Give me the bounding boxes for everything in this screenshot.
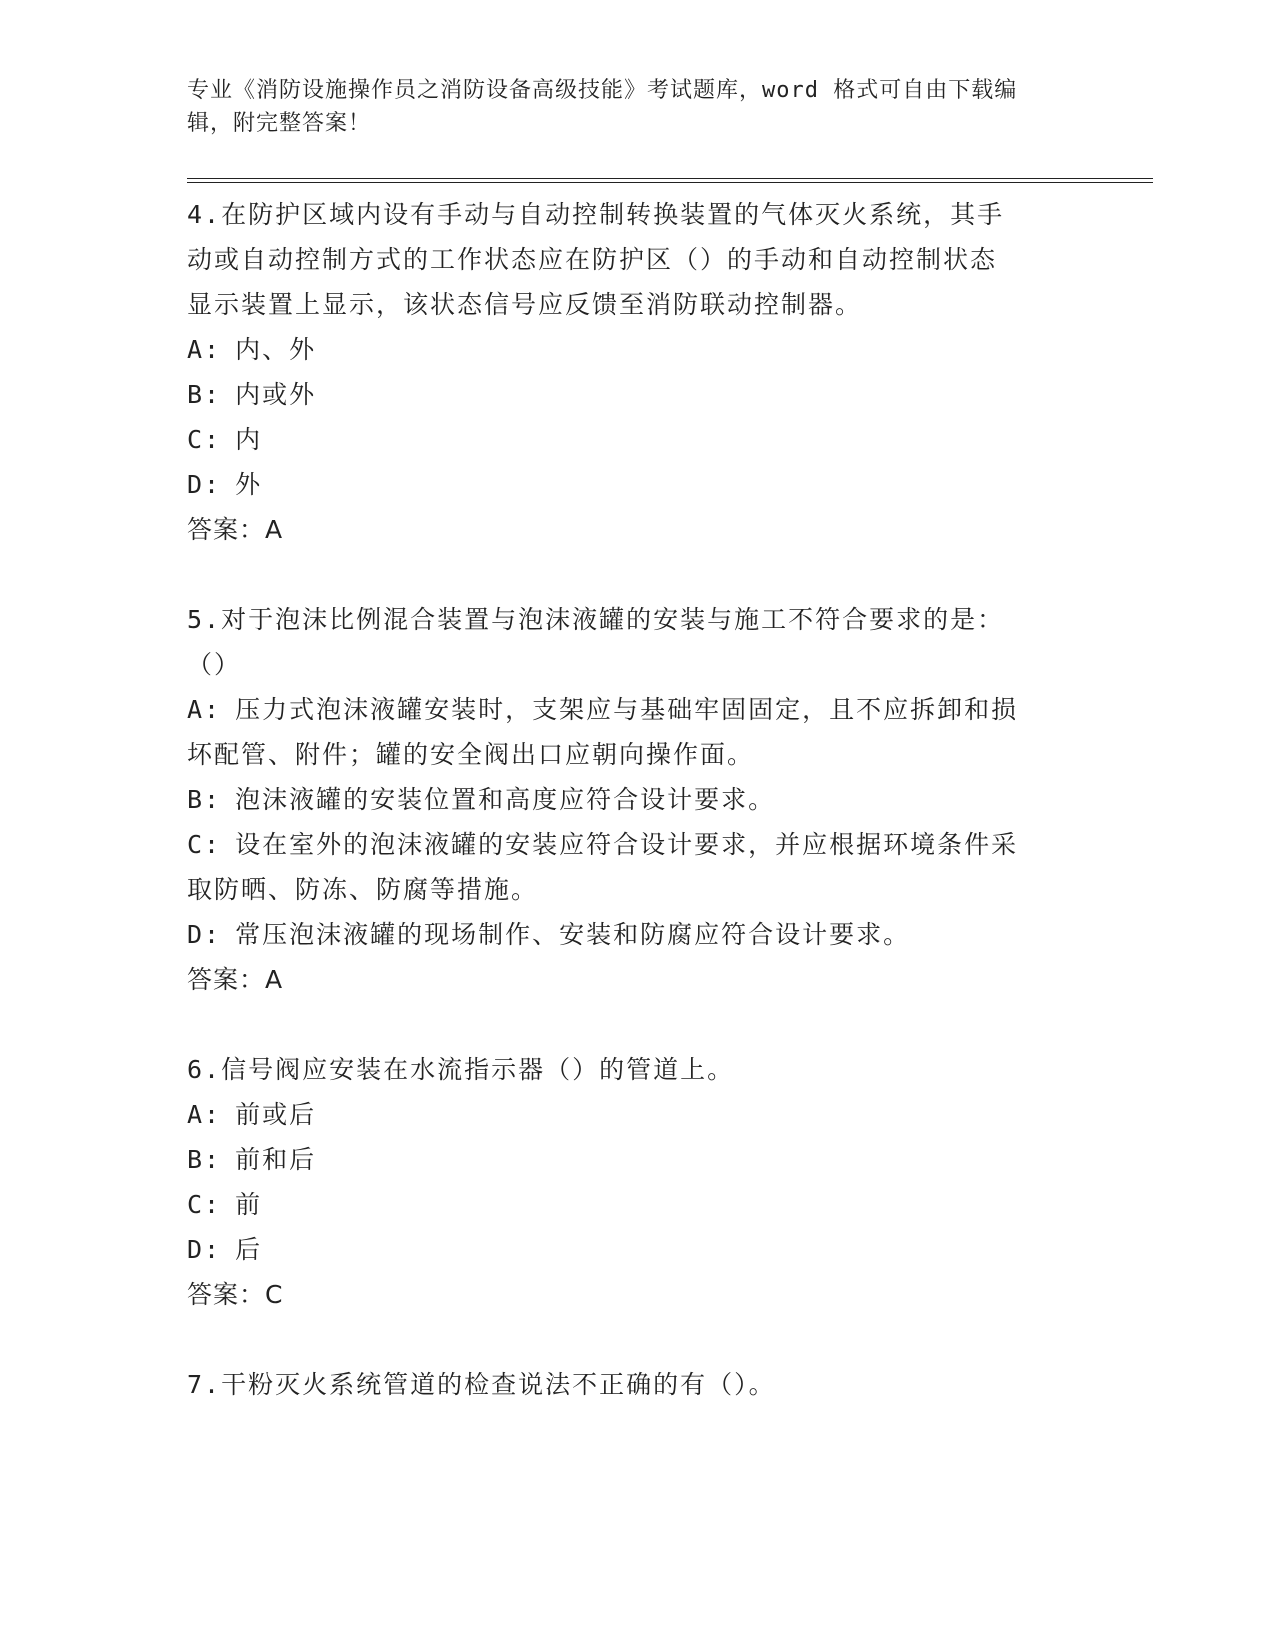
- option-text: 泡沫液罐的安装位置和高度应符合设计要求。: [235, 785, 776, 814]
- option-text: 前或后: [235, 1100, 317, 1129]
- option-label: A:: [187, 1100, 222, 1129]
- option-label: D:: [187, 1235, 222, 1264]
- option-text: 前和后: [235, 1145, 317, 1174]
- question-text-line: （）: [187, 650, 242, 679]
- answer-line: 答案：A: [187, 965, 284, 994]
- option-label: D:: [187, 470, 222, 499]
- option-d: [187, 1227, 1087, 1272]
- option-label: A:: [187, 695, 222, 724]
- option-a: [187, 327, 1087, 372]
- header-line-1: 专业《消防设施操作员之消防设备高级技能》考试题库，word 格式可自由下载编: [187, 78, 1018, 103]
- header-line-2: 辑，附完整答案！: [187, 111, 372, 136]
- option-a: [187, 1092, 1087, 1137]
- question-item: [187, 192, 1087, 552]
- option-c-continued: 取防晒、防冻、防腐等措施。: [187, 875, 539, 904]
- option-a-continued: 坏配管、附件；罐的安全阀出口应朝向操作面。: [187, 740, 755, 769]
- question-text-line: 6.信号阀应安装在水流指示器（）的管道上。: [187, 1055, 735, 1084]
- question-text-line: 动或自动控制方式的工作状态应在防护区（）的手动和自动控制状态: [187, 245, 998, 274]
- option-label: B:: [187, 380, 222, 409]
- option-label: D:: [187, 920, 222, 949]
- option-text: 压力式泡沫液罐安装时，支架应与基础牢固固定，且不应拆卸和损: [235, 695, 1019, 724]
- question-text-line: 显示装置上显示，该状态信号应反馈至消防联动控制器。: [187, 290, 863, 319]
- question-text-line: 5.对于泡沫比例混合装置与泡沫液罐的安装与施工不符合要求的是：: [187, 605, 1005, 634]
- question-list: [187, 192, 1087, 1452]
- option-label: C:: [187, 830, 222, 859]
- option-text: 常压泡沫液罐的现场制作、安装和防腐应符合设计要求。: [235, 920, 911, 949]
- answer-line: 答案：A: [187, 515, 284, 544]
- option-label: C:: [187, 425, 222, 454]
- option-label: A:: [187, 335, 222, 364]
- option-text: 内、外: [235, 335, 317, 364]
- option-a: [187, 687, 1087, 732]
- option-text: 外: [235, 470, 263, 499]
- header-divider-bottom: [187, 182, 1153, 183]
- option-d: [187, 912, 1087, 957]
- option-label: B:: [187, 785, 222, 814]
- option-c: [187, 822, 1087, 867]
- option-label: B:: [187, 1145, 222, 1174]
- option-b: [187, 777, 1087, 822]
- question-item: [187, 1047, 1087, 1317]
- option-c: [187, 1182, 1087, 1227]
- document-header: [187, 74, 1067, 140]
- option-label: C:: [187, 1190, 222, 1219]
- option-b: [187, 1137, 1087, 1182]
- answer-line: 答案：C: [187, 1280, 284, 1309]
- question-text-line: 4.在防护区域内设有手动与自动控制转换装置的气体灭火系统，其手: [187, 200, 1005, 229]
- option-b: [187, 372, 1087, 417]
- option-text: 前: [235, 1190, 263, 1219]
- question-item: [187, 597, 1087, 1002]
- question-text-line: 7.干粉灭火系统管道的检查说法不正确的有（）。: [187, 1370, 776, 1399]
- option-text: 设在室外的泡沫液罐的安装应符合设计要求，并应根据环境条件采: [235, 830, 1019, 859]
- question-item: [187, 1362, 1087, 1407]
- option-c: [187, 417, 1087, 462]
- option-text: 内: [235, 425, 263, 454]
- header-divider-top: [187, 178, 1153, 179]
- option-text: 后: [235, 1235, 263, 1264]
- option-d: [187, 462, 1087, 507]
- option-text: 内或外: [235, 380, 317, 409]
